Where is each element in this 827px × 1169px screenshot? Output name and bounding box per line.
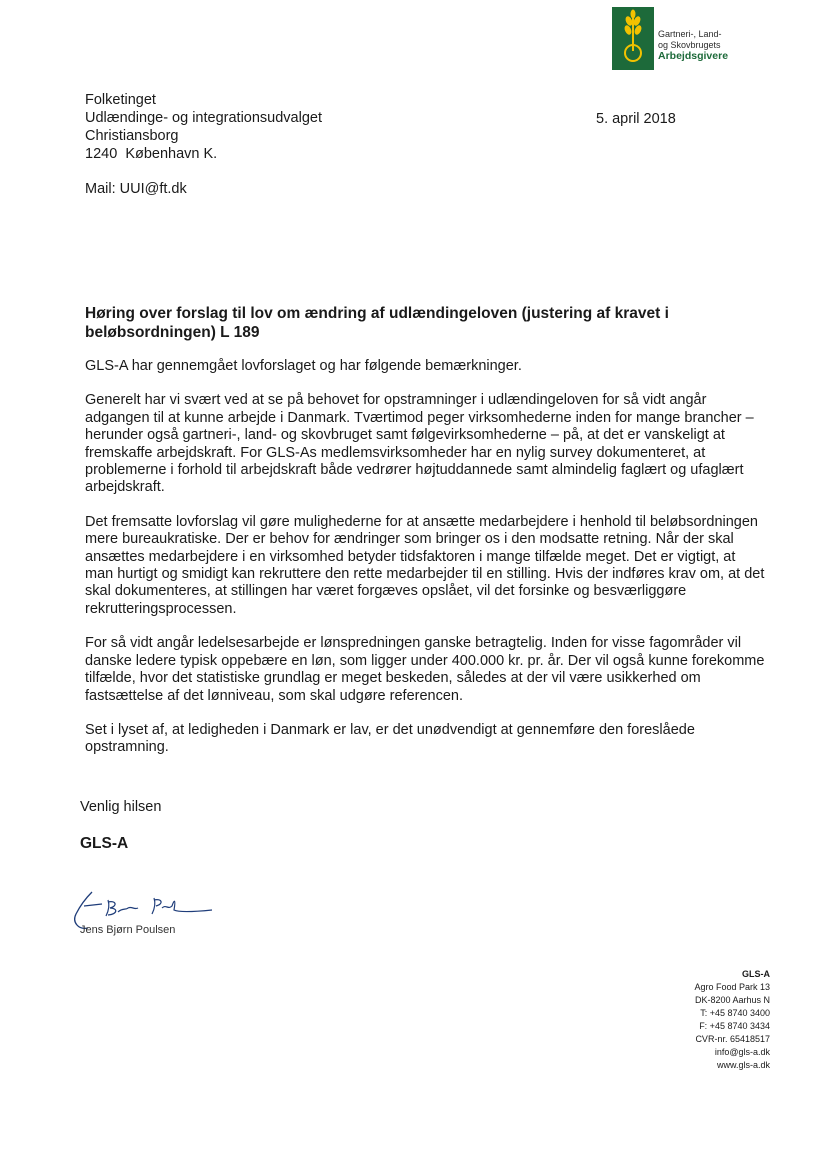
paragraph-2: Generelt har vi svært ved at se på behovet for opstramninger i udlændingeloven for så vidt angår adgangen til at kunne arbejde i Danmark. Tværtimod peger virksomhederne inden for mange brancher – herunder også gartneri-, land- og skovbruget samt følgevirksomhederne – på, at det er vanskeligt at fremskaffe arbejdskraft. For GLS-As medlemsvirksomheder har en nylig survey dokumenteret, at problemerne i forhold til arbejdskraft både vedrører højtuddannede samt almindelig faglært og ufaglært arbejdskraft. <box>85 392 754 496</box>
paragraph-1: GLS-A har gennemgået lovforslaget og har følgende bemærkninger. <box>85 358 522 374</box>
paragraph-4: For så vidt angår ledelsesarbejde er lønspredningen ganske betragtelig. Inden for visse fagområder vil danske ledere typisk oppebære en løn, som ligger under 400.000 kr. pr. år. Der vil også kunne forekomme tilfælde, hvor det statistiske grundlag er meget beskeden, således at der vil være usikkerhed om fastsættelse af det lønniveau, som skal udgøre referencen. <box>85 635 765 704</box>
sender-name: GLS-A <box>80 835 129 852</box>
logo-line-3: Arbejdsgivere <box>658 50 729 62</box>
footer-address-2: DK-8200 Aarhus N <box>694 995 770 1005</box>
wheat-sprout-icon <box>612 7 654 70</box>
recipient-address <box>85 91 322 163</box>
footer-email: info@gls-a.dk <box>714 1047 770 1057</box>
paragraph-5: Set i lyset af, at ledigheden i Danmark er lav, er det unødvendigt at gennemføre den foreslåede opstramning. <box>85 721 695 756</box>
footer-web: www.gls-a.dk <box>716 1060 770 1070</box>
logo-text <box>658 29 728 62</box>
recipient-line-3: Christiansborg <box>85 128 179 144</box>
signature-name: Jens Bjørn Poulsen <box>80 924 176 936</box>
logo <box>612 7 792 71</box>
recipient-mail: Mail: UUI@ft.dk <box>85 181 187 197</box>
closing: Venlig hilsen <box>80 799 162 815</box>
footer-cvr: CVR-nr. 65418517 <box>695 1034 770 1044</box>
letter-body <box>85 358 765 774</box>
letter-date: 5. april 2018 <box>596 111 676 127</box>
logo-line-1: Gartneri-, Land- <box>658 29 722 39</box>
footer-contact <box>694 968 770 1072</box>
footer-phone: T: +45 8740 3400 <box>700 1008 770 1018</box>
letter-title: Høring over forslag til lov om ændring af udlændingeloven (justering af kravet i beløbsordningen) L 189 <box>85 305 669 341</box>
footer-address-1: Agro Food Park 13 <box>694 982 770 992</box>
recipient-line-1: Folketinget <box>85 92 156 108</box>
recipient-line-2: Udlændinge- og integrationsudvalget <box>85 110 322 126</box>
paragraph-3: Det fremsatte lovforslag vil gøre mulighederne for at ansætte medarbejdere i henhold til beløbsordningen mere bureaukratiske. Der er behov for ændringer som bringer os i den modsatte retning. Når der skal ansættes medarbejdere i en virksomhed betyder tidsfaktoren i mange tilfælde meget. Det er vigtigt, at man hurtigt og smidigt kan rekruttere den rette medarbejder til en stilling. Hvis der indføres krav om, at det skal dokumenteres, at stillingen har været forgæves opslået, vil det forsinke og besværliggøre rekrutteringsprocessen. <box>85 513 765 617</box>
recipient-line-4: 1240 København K. <box>85 146 218 162</box>
footer-org: GLS-A <box>742 969 770 979</box>
logo-line-2: og Skovbrugets <box>658 40 721 50</box>
footer-fax: F: +45 8740 3434 <box>699 1021 770 1031</box>
